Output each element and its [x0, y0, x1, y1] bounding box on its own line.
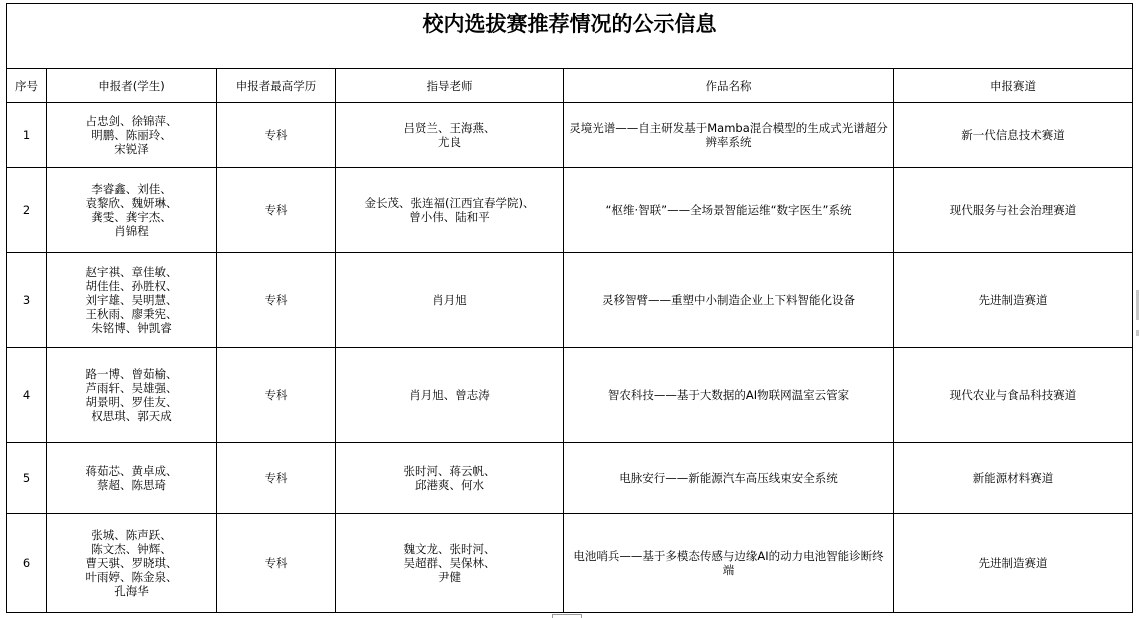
cell-project[interactable]: 灵移智臂——重塑中小制造企业上下料智能化设备	[564, 253, 894, 348]
cell-project[interactable]: 电脉安行——新能源汽车高压线束安全系统	[564, 443, 894, 514]
cell-degree[interactable]: 专科	[217, 348, 336, 443]
cell-no[interactable]: 3	[7, 253, 47, 348]
cell-advisors[interactable]: 肖月旭	[336, 253, 564, 348]
scrollbar-mark	[1136, 290, 1139, 320]
cell-applicants[interactable]: 李睿鑫、刘佳、 袁黎欣、魏妍琳、 龚雯、龚宇杰、 肖锦程	[47, 168, 217, 253]
cell-advisors[interactable]: 魏文龙、张时河、 吴超群、吴保林、 尹健	[336, 514, 564, 613]
cell-project[interactable]: 灵境光谱——自主研发基于Mamba混合模型的生成式光谱超分 辨率系统	[564, 103, 894, 168]
cell-degree[interactable]: 专科	[217, 514, 336, 613]
cell-no[interactable]: 1	[7, 103, 47, 168]
cell-no[interactable]: 2	[7, 168, 47, 253]
cell-track[interactable]: 先进制造赛道	[894, 514, 1133, 613]
cell-no[interactable]: 5	[7, 443, 47, 514]
cell-degree[interactable]: 专科	[217, 103, 336, 168]
cell-project[interactable]: 智农科技——基于大数据的AI物联网温室云管家	[564, 348, 894, 443]
notice-table	[6, 3, 1133, 613]
cell-track[interactable]: 现代农业与食品科技赛道	[894, 348, 1133, 443]
header-project[interactable]: 作品名称	[564, 69, 894, 103]
table-row	[7, 103, 1133, 168]
cell-track[interactable]: 现代服务与社会治理赛道	[894, 168, 1133, 253]
header-no[interactable]: 序号	[7, 69, 47, 103]
table-row	[7, 348, 1133, 443]
cell-track[interactable]: 新一代信息技术赛道	[894, 103, 1133, 168]
cell-no[interactable]: 6	[7, 514, 47, 613]
header-row	[7, 69, 1133, 103]
cell-advisors[interactable]: 吕贤兰、王海燕、 尤良	[336, 103, 564, 168]
table-row	[7, 168, 1133, 253]
cell-applicants[interactable]: 路一博、曾茹榆、 芦雨轩、吴雄强、 胡景明、罗佳友、 权思琪、郭天成	[47, 348, 217, 443]
cell-project[interactable]: “枢维·智联”——全场景智能运维“数字医生”系统	[564, 168, 894, 253]
scrollbar-mark	[1136, 330, 1139, 336]
table-row	[7, 514, 1133, 613]
cell-advisors[interactable]: 肖月旭、曾志涛	[336, 348, 564, 443]
header-applicants[interactable]: 申报者(学生)	[47, 69, 217, 103]
cell-advisors[interactable]: 金长茂、张连福(江西宜春学院)、 曾小伟、陆和平	[336, 168, 564, 253]
sheet-tab-stub[interactable]	[552, 614, 582, 618]
cell-applicants[interactable]: 蒋茹芯、黄卓成、 蔡超、陈思琦	[47, 443, 217, 514]
cell-track[interactable]: 新能源材料赛道	[894, 443, 1133, 514]
table-row	[7, 253, 1133, 348]
cell-project[interactable]: 电池哨兵——基于多模态传感与边缘AI的动力电池智能诊断终 端	[564, 514, 894, 613]
cell-degree[interactable]: 专科	[217, 168, 336, 253]
cell-no[interactable]: 4	[7, 348, 47, 443]
header-track[interactable]: 申报赛道	[894, 69, 1133, 103]
spreadsheet	[6, 3, 1132, 613]
header-advisors[interactable]: 指导老师	[336, 69, 564, 103]
title-row	[7, 4, 1133, 69]
page-title[interactable]: 校内选拔赛推荐情况的公示信息	[7, 4, 1133, 69]
header-degree[interactable]: 申报者最高学历	[217, 69, 336, 103]
cell-track[interactable]: 先进制造赛道	[894, 253, 1133, 348]
cell-degree[interactable]: 专科	[217, 443, 336, 514]
cell-degree[interactable]: 专科	[217, 253, 336, 348]
cell-applicants[interactable]: 赵宇祺、章佳敏、 胡佳佳、孙胜权、 刘宇雄、吴明慧、 王秋雨、廖秉宪、 朱铭博、钟凯睿	[47, 253, 217, 348]
cell-applicants[interactable]: 占忠剑、徐锦萍、 明鹏、陈丽玲、 宋锐泽	[47, 103, 217, 168]
cell-advisors[interactable]: 张时河、蒋云帆、 邱港爽、何水	[336, 443, 564, 514]
table-row	[7, 443, 1133, 514]
cell-applicants[interactable]: 张城、陈声跃、 陈文杰、钟辉、 曹天骐、罗晓琪、 叶雨婷、陈金泉、 孔海华	[47, 514, 217, 613]
